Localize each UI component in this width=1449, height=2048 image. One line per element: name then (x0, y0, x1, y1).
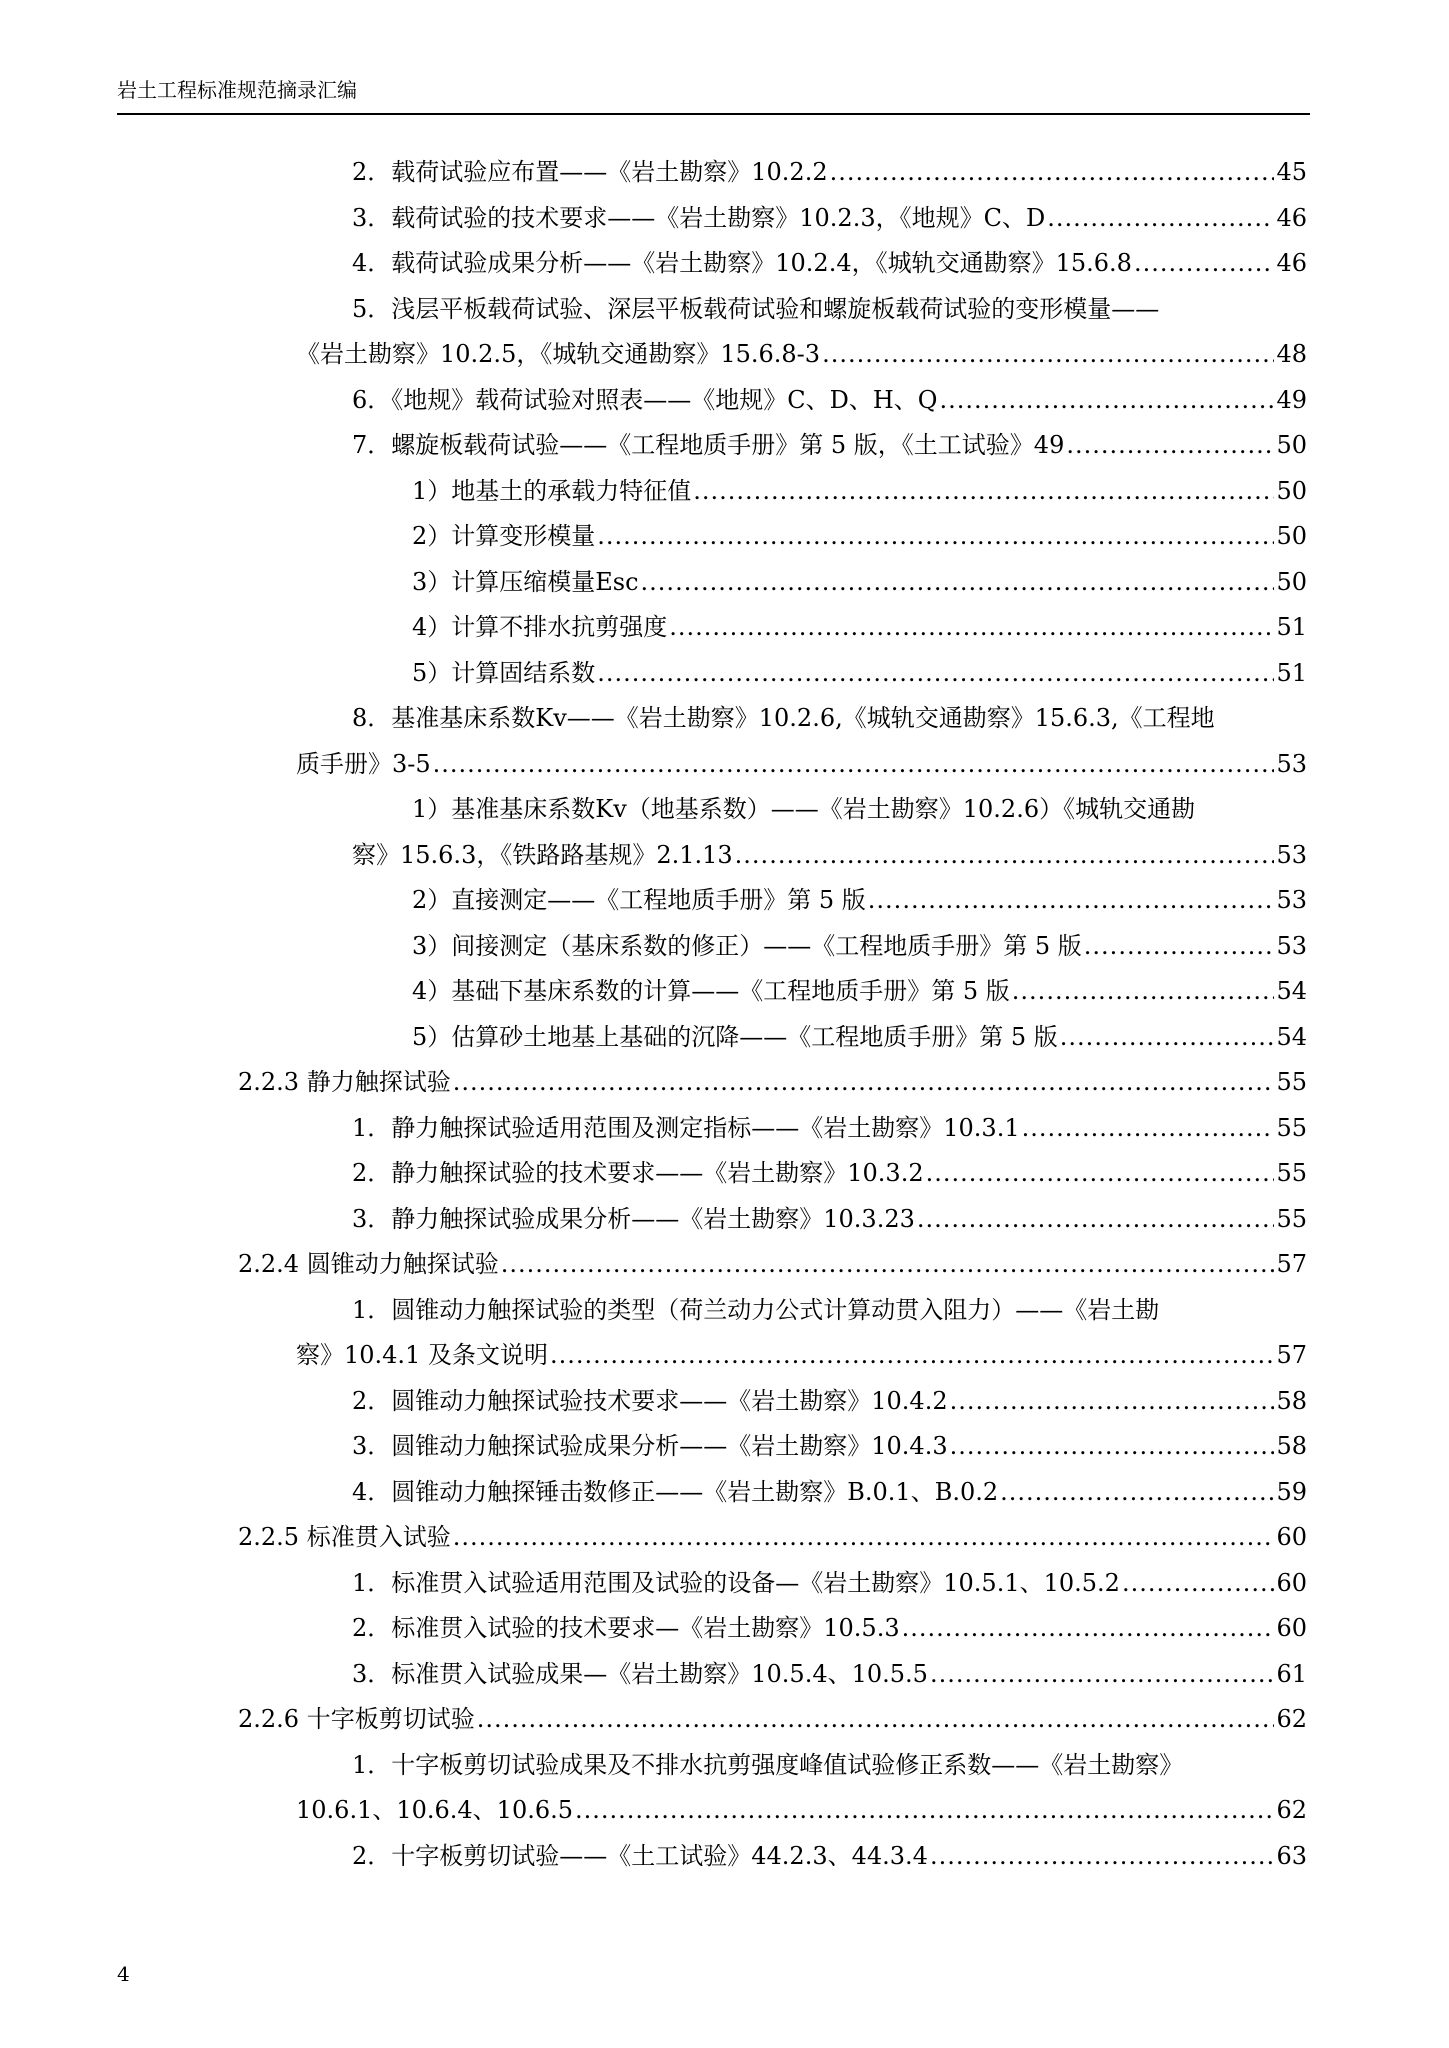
toc-entry-line[interactable] (412, 469, 1307, 514)
toc-page-number: 55 (1276, 1113, 1307, 1142)
toc-dot-leader (822, 332, 1274, 377)
toc-page-number: 45 (1276, 158, 1307, 186)
toc-dot-leader (930, 1834, 1275, 1879)
toc-entry-title: 2．静力触探试验的技术要求——《岩土勘察》10.3.2 (352, 1159, 924, 1187)
toc-entry-line[interactable] (352, 287, 1159, 332)
toc-dot-leader (902, 1606, 1275, 1651)
toc-page-number: 50 (1276, 522, 1307, 550)
toc-entry-title: 6．《地规》载荷试验对照表——《地规》C、D、H、Q (352, 385, 938, 414)
toc-page-number: 58 (1276, 1386, 1307, 1415)
toc-entry-title: 3．圆锥动力触探试验成果分析——《岩土勘察》10.4.3 (352, 1432, 948, 1460)
toc-dot-leader (939, 378, 1274, 423)
toc-entry-line[interactable] (412, 787, 1195, 832)
toc-dot-leader (917, 1197, 1275, 1242)
toc-page-number: 48 (1276, 340, 1307, 368)
toc-entry-line[interactable] (296, 742, 1307, 787)
toc-entry-line[interactable] (352, 1151, 1307, 1196)
running-header: 岩土工程标准规范摘录汇编 (117, 78, 357, 102)
toc-entry-title: 3．静力触探试验成果分析——《岩土勘察》10.3.23 (352, 1204, 915, 1233)
toc-entry-title: 4．圆锥动力触探锤击数修正——《岩土勘察》B.0.1、B.0.2 (352, 1477, 999, 1506)
toc-entry-title: 4．载荷试验成果分析——《岩土勘察》10.2.4，《城轨交通勘察》15.6.8 (352, 249, 1132, 277)
toc-dot-leader (950, 1379, 1275, 1424)
toc-page-number: 51 (1276, 613, 1307, 641)
toc-dot-leader (453, 1060, 1275, 1105)
toc-entry-title: 2.2.4 圆锥动力触探试验 (238, 1250, 499, 1278)
toc-entry-line[interactable] (352, 696, 1215, 741)
toc-dot-leader (1122, 1561, 1275, 1606)
toc-entry-title: 质手册》3-5 (296, 749, 431, 778)
toc-entry-title: 察》10.4.1 及条文说明 (296, 1341, 548, 1369)
toc-dot-leader (453, 1515, 1275, 1560)
header-rule (117, 113, 1310, 115)
toc-dot-leader (1134, 241, 1275, 286)
toc-dot-leader (597, 651, 1274, 696)
toc-entry-title: 1．圆锥动力触探试验的类型（荷兰动力公式计算动贯入阻力）——《岩土勘 (352, 1295, 1160, 1324)
toc-entry-line[interactable] (412, 651, 1307, 696)
toc-page-number: 57 (1276, 1341, 1307, 1369)
toc-page-number: 62 (1276, 1705, 1307, 1733)
toc-dot-leader (501, 1242, 1275, 1287)
toc-dot-leader (735, 833, 1275, 878)
toc-entry-line[interactable] (412, 605, 1307, 650)
toc-dot-leader (868, 878, 1275, 923)
toc-entry-line[interactable] (238, 1515, 1307, 1560)
toc-entry-line[interactable] (352, 1288, 1159, 1333)
toc-entry-title: 4）计算不排水抗剪强度 (412, 613, 668, 641)
toc-entry-title: 10.6.1、10.6.4、10.6.5 (296, 1796, 574, 1824)
toc-entry-line[interactable] (352, 1197, 1307, 1242)
toc-page-number: 46 (1276, 203, 1307, 232)
toc-page-number: 53 (1276, 840, 1307, 869)
toc-entry-line[interactable] (352, 241, 1307, 286)
toc-entry-title: 5）估算砂土地基上基础的沉降——《工程地质手册》第 5 版 (412, 1022, 1058, 1051)
toc-entry-line[interactable] (352, 423, 1307, 468)
toc-page-number: 50 (1276, 567, 1307, 596)
toc-entry-title: 2．载荷试验应布置——《岩土勘察》10.2.2 (352, 158, 828, 186)
toc-entry-title: 察》15.6.3，《铁路路基规》2.1.13 (352, 840, 733, 869)
toc-dot-leader (1000, 1470, 1274, 1515)
toc-entry-line[interactable] (352, 196, 1307, 241)
toc-dot-leader (1060, 1015, 1275, 1060)
toc-entry-line[interactable] (412, 878, 1307, 923)
toc-entry-title: 3）间接测定（基床系数的修正）——《工程地质手册》第 5 版 (412, 931, 1082, 960)
toc-entry-line[interactable] (412, 924, 1307, 969)
toc-dot-leader (597, 514, 1274, 559)
toc-entry-line[interactable] (352, 150, 1307, 195)
toc-entry-title: 2）计算变形模量 (412, 522, 596, 550)
toc-dot-leader (433, 742, 1275, 787)
toc-entry-line[interactable] (352, 1106, 1307, 1151)
toc-entry-title: 2．十字板剪切试验——《土工试验》44.2.3、44.3.4 (352, 1841, 928, 1870)
toc-page-number: 55 (1276, 1068, 1307, 1096)
toc-entry-line[interactable] (352, 1379, 1307, 1424)
toc-entry-title: 5）计算固结系数 (412, 658, 596, 687)
toc-entry-title: 3．标准贯入试验成果—《岩土勘察》10.5.4、10.5.5 (352, 1659, 928, 1688)
toc-page-number: 60 (1276, 1523, 1307, 1551)
toc-entry-title: 1．十字板剪切试验成果及不排水抗剪强度峰值试验修正系数——《岩土勘察》 (352, 1750, 1184, 1779)
toc-entry-title: 3．载荷试验的技术要求——《岩土勘察》10.2.3，《地规》C、D (352, 203, 1046, 232)
toc-entry-title: 1．静力触探试验适用范围及测定指标——《岩土勘察》10.3.1 (352, 1113, 1020, 1142)
toc-entry-line[interactable] (352, 1606, 1307, 1651)
toc-entry-line[interactable] (238, 1060, 1307, 1105)
toc-page-number: 50 (1276, 476, 1307, 505)
toc-dot-leader (1084, 924, 1275, 969)
toc-entry-title: 2）直接测定——《工程地质手册》第 5 版 (412, 886, 866, 914)
toc-dot-leader (926, 1151, 1275, 1196)
toc-dot-leader (1012, 969, 1275, 1014)
toc-entry-line[interactable] (412, 1015, 1307, 1060)
toc-entry-line[interactable] (352, 378, 1307, 423)
toc-page-number: 59 (1276, 1477, 1307, 1506)
toc-page-number: 53 (1276, 886, 1307, 914)
toc-dot-leader (830, 150, 1275, 195)
toc-dot-leader (669, 605, 1274, 650)
toc-entry-title: 2.2.6 十字板剪切试验 (238, 1705, 475, 1733)
toc-entry-title: 5．浅层平板载荷试验、深层平板载荷试验和螺旋板载荷试验的变形模量—— (352, 294, 1160, 323)
toc-page-number: 55 (1276, 1204, 1307, 1233)
toc-dot-leader (477, 1697, 1275, 1742)
toc-entry-line[interactable] (412, 969, 1307, 1014)
toc-page-number: 62 (1276, 1796, 1307, 1824)
toc-entry-title: 7．螺旋板载荷试验——《工程地质手册》第 5 版，《土工试验》49 (352, 431, 1065, 459)
toc-entry-line[interactable] (412, 560, 1307, 605)
toc-entry-line[interactable] (412, 514, 1307, 559)
toc-page-number: 54 (1276, 1022, 1307, 1051)
toc-page-number: 54 (1276, 977, 1307, 1005)
toc-entry-line[interactable] (352, 1834, 1307, 1879)
toc-entry-line[interactable] (296, 1788, 1307, 1833)
toc-page-number: 61 (1276, 1659, 1307, 1688)
toc-entry-title: 1）基准基床系数Kv（地基系数）——《岩土勘察》10.2.6）《城轨交通勘 (412, 795, 1196, 823)
toc-entry-title: 2.2.3 静力触探试验 (238, 1068, 451, 1096)
toc-dot-leader (950, 1424, 1275, 1469)
toc-entry-line[interactable] (238, 1697, 1307, 1742)
toc-dot-leader (930, 1652, 1275, 1697)
toc-page-number: 57 (1276, 1250, 1307, 1278)
toc-entry-title: 4）基础下基床系数的计算——《工程地质手册》第 5 版 (412, 977, 1010, 1005)
toc-entry-line[interactable] (352, 1561, 1307, 1606)
toc-dot-leader (1047, 196, 1274, 241)
toc-page-number: 60 (1276, 1614, 1307, 1642)
toc-entry-title: 2.2.5 标准贯入试验 (238, 1523, 451, 1551)
toc-page-number: 51 (1276, 658, 1307, 687)
toc-page-number: 53 (1276, 931, 1307, 960)
toc-dot-leader (641, 560, 1275, 605)
toc-entry-title: 8．基准基床系数Kv——《岩土勘察》10.2.6,《城轨交通勘察》15.6.3,《工程地 (352, 704, 1215, 732)
toc-page-number: 58 (1276, 1432, 1307, 1460)
toc-page-number: 55 (1276, 1159, 1307, 1187)
page-number: 4 (117, 1962, 130, 1986)
toc-entry-line[interactable] (296, 1333, 1307, 1378)
toc-page-number: 46 (1276, 249, 1307, 277)
toc-dot-leader (575, 1788, 1274, 1833)
toc-dot-leader (550, 1333, 1274, 1378)
toc-entry-title: 1．标准贯入试验适用范围及试验的设备—《岩土勘察》10.5.1、10.5.2 (352, 1568, 1120, 1597)
toc-entry-line[interactable] (238, 1242, 1307, 1287)
toc-entry-title: 1）地基土的承载力特征值 (412, 476, 692, 505)
toc-dot-leader (693, 469, 1274, 514)
toc-page-number: 53 (1276, 749, 1307, 778)
toc-page-number: 49 (1276, 385, 1307, 414)
toc-entry-title: 3）计算压缩模量Esc (412, 567, 639, 596)
toc-entry-title: 《岩土勘察》10.2.5，《城轨交通勘察》15.6.8-3 (296, 340, 821, 368)
toc-entry-line[interactable] (352, 833, 1307, 878)
toc-entry-line[interactable] (296, 332, 1307, 377)
toc-dot-leader (1022, 1106, 1275, 1151)
toc-entry-line[interactable] (352, 1652, 1307, 1697)
toc-page-number: 63 (1276, 1841, 1307, 1870)
toc-entry-title: 2．标准贯入试验的技术要求—《岩土勘察》10.5.3 (352, 1614, 900, 1642)
toc-entry-line[interactable] (352, 1424, 1307, 1469)
toc-entry-title: 2．圆锥动力触探试验技术要求——《岩土勘察》10.4.2 (352, 1386, 948, 1415)
toc-page-number: 50 (1276, 431, 1307, 459)
toc-entry-line[interactable] (352, 1743, 1183, 1788)
toc-entry-line[interactable] (352, 1470, 1307, 1515)
toc-dot-leader (1066, 423, 1274, 468)
toc-page-number: 60 (1276, 1568, 1307, 1597)
